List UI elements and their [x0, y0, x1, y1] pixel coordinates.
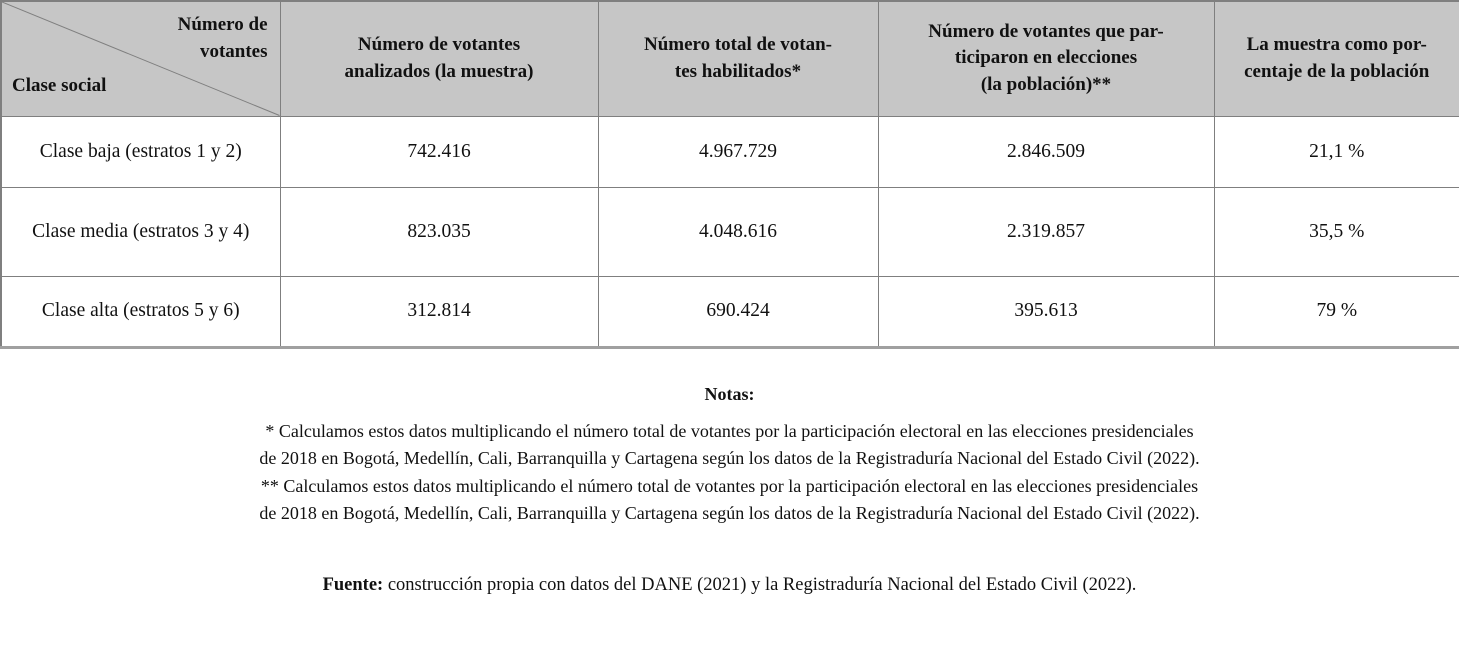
table-row-clase-alta	[1, 276, 1459, 347]
col-header-line: Número de votantes que par-	[928, 20, 1164, 42]
row-label: Clase media (estratos 3 y 4)	[1, 187, 280, 276]
col-header-porcentaje	[1214, 1, 1459, 116]
table-cell: 21,1 %	[1214, 116, 1459, 187]
table-cell: 823.035	[280, 187, 598, 276]
source-label: Fuente:	[322, 574, 384, 595]
source-text: construcción propia con datos del DANE (2021) y la Registraduría Nacional del Estado Civil (2022).	[383, 574, 1137, 595]
note-line-3: ** Calculamos estos datos multiplicando el número total de votantes por la participación electoral en las elecciones presidenciales	[260, 475, 1199, 496]
row-label: Clase baja (estratos 1 y 2)	[1, 116, 280, 187]
corner-top-line-2: votantes	[199, 40, 268, 62]
source-line	[0, 575, 1459, 596]
table-cell: 690.424	[598, 276, 878, 347]
col-header-line: analizados (la muestra)	[344, 60, 534, 82]
corner-bottom-label: Clase social	[12, 74, 107, 96]
col-header-line: ticiparon en elecciones	[954, 47, 1138, 69]
col-header-line: Número total de votan-	[643, 34, 833, 56]
col-header-line: La muestra como por-	[1246, 34, 1427, 56]
table-cell: 4.048.616	[598, 187, 878, 276]
table-cell: 2.846.509	[878, 116, 1214, 187]
note-line-4: de 2018 en Bogotá, Medellín, Cali, Barranquilla y Cartagena según los datos de la Registraduría Nacional del Estado Civil (2022).	[259, 503, 1200, 523]
corner-header-cell	[1, 1, 280, 116]
table-cell: 79 %	[1214, 276, 1459, 347]
table-cell: 312.814	[280, 276, 598, 347]
col-header-muestra	[280, 1, 598, 116]
table-row-clase-baja	[1, 116, 1459, 187]
col-header-habilitados	[598, 1, 878, 116]
col-header-line: Número de votantes	[357, 34, 521, 56]
table-cell: 395.613	[878, 276, 1214, 347]
notes-section	[0, 384, 1459, 528]
table-header-row	[1, 1, 1459, 116]
col-header-line: centaje de la población	[1244, 60, 1430, 82]
table-cell: 4.967.729	[598, 116, 878, 187]
table-cell: 742.416	[280, 116, 598, 187]
notes-heading: Notas:	[704, 383, 755, 404]
col-header-line: (la población)**	[980, 74, 1112, 96]
note-line-1: * Calculamos estos datos multiplicando el número total de votantes por la participación electoral en las elecciones presidenciales	[265, 420, 1194, 441]
corner-top-line-1: Número de	[177, 14, 268, 35]
row-label: Clase alta (estratos 5 y 6)	[1, 276, 280, 347]
note-line-2: de 2018 en Bogotá, Medellín, Cali, Barranquilla y Cartagena según los datos de la Registraduría Nacional del Estado Civil (2022).	[259, 448, 1200, 468]
table-row-clase-media	[1, 187, 1459, 276]
table-cell: 2.319.857	[878, 187, 1214, 276]
col-header-poblacion	[878, 1, 1214, 116]
corner-top-label	[178, 12, 268, 65]
table-cell: 35,5 %	[1214, 187, 1459, 276]
col-header-line: tes habilitados*	[674, 60, 802, 82]
